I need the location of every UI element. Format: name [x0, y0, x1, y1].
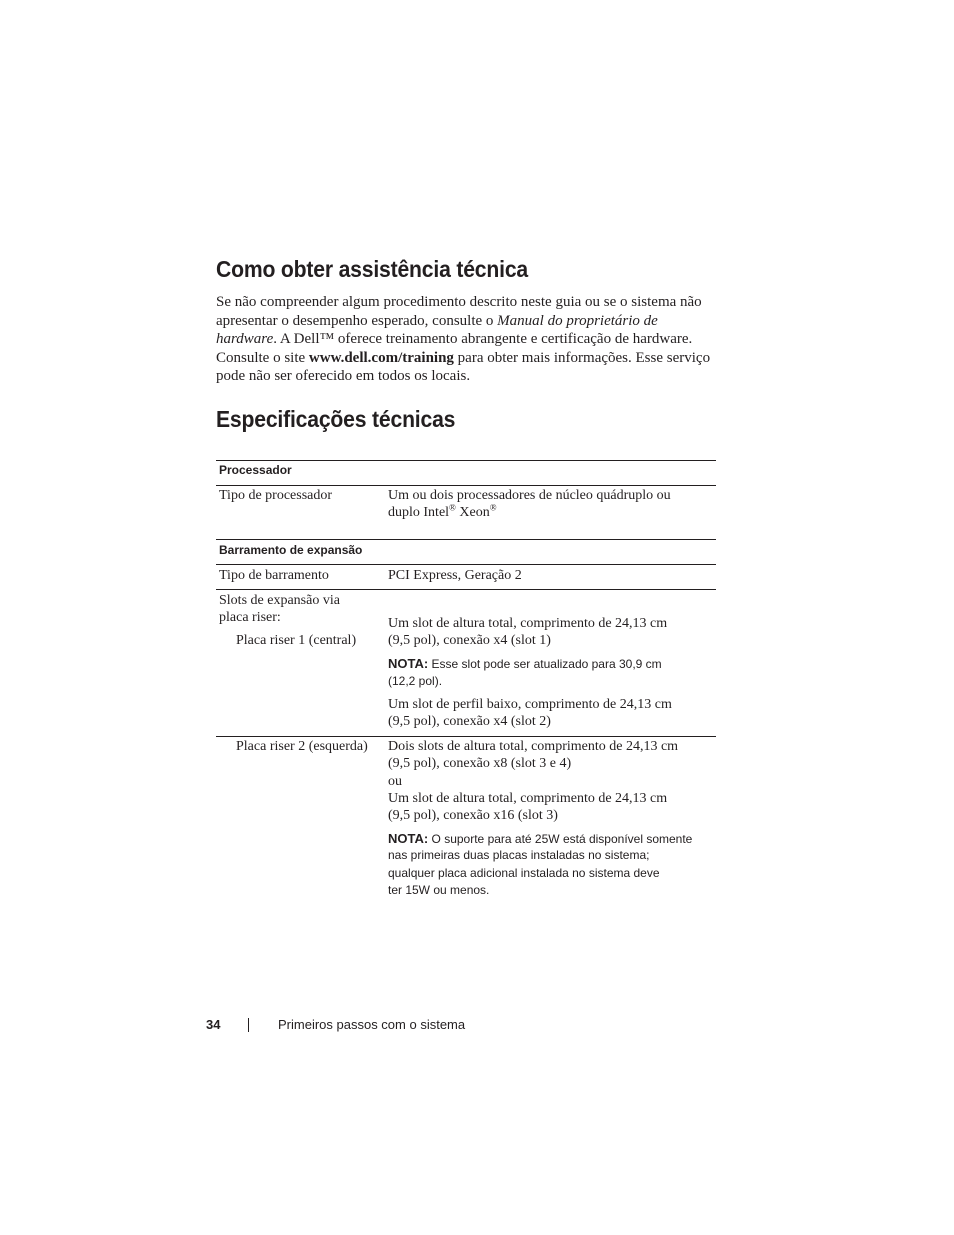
riser2-or: ou	[388, 774, 402, 789]
row-rule	[216, 564, 716, 565]
row-rule	[216, 589, 716, 590]
riser1-note-line1	[388, 655, 662, 674]
processor-section-header: Processador	[219, 463, 292, 477]
manual-title: Manual do proprietário de hardware	[216, 312, 658, 348]
assistance-paragraph	[216, 293, 721, 386]
page-number: 34	[206, 1017, 221, 1032]
processor-type-line2b: Xeon	[455, 505, 490, 520]
riser2-line3: Um slot de altura total, comprimento de 24,13 cm	[388, 791, 668, 806]
processor-type-label: Tipo de processador	[219, 488, 333, 503]
bus-type-value: PCI Express, Geração 2	[388, 568, 522, 583]
section-title-technical-assistance: Como obter assistência técnica	[216, 256, 528, 282]
riser1-label: Placa riser 1 (central)	[236, 633, 357, 648]
registered-mark: ®	[489, 502, 497, 513]
paragraph-text-c: para obter mais informações. Esse serviço pode não ser oferecido em todos os locais.	[216, 349, 711, 385]
riser2-note-text: O suporte para até 25W está disponível somente	[428, 832, 693, 846]
row-rule	[216, 539, 716, 540]
processor-type-value-line1: Um ou dois processadores de núcleo quádruplo ou	[388, 488, 671, 503]
riser1-slot1-line1: Um slot de altura total, comprimento de 24,13 cm	[388, 616, 668, 631]
riser2-note-line2: nas primeiras duas placas instaladas no sistema;	[388, 848, 650, 862]
riser1-note-line2: (12,2 pol).	[388, 674, 443, 688]
registered-mark: ®	[449, 502, 456, 513]
note-label: NOTA:	[388, 831, 429, 846]
paragraph-text-a: Se não compreender algum procedimento descrito neste guia ou se o sistema não apresentar o desempenho esperado, consulte o	[216, 294, 702, 329]
riser1-slot2-line2: (9,5 pol), conexão x4 (slot 2)	[388, 714, 551, 729]
riser1-note-text: Esse slot pode ser atualizado para 30,9 cm	[428, 657, 662, 671]
riser2-label: Placa riser 2 (esquerda)	[236, 739, 368, 754]
slots-label-line1: Slots de expansão via	[219, 593, 340, 608]
expansion-section-header: Barramento de expansão	[219, 543, 363, 557]
processor-type-value-line2	[388, 504, 497, 522]
row-rule	[216, 485, 716, 486]
riser2-line1: Dois slots de altura total, comprimento de 24,13 cm	[388, 739, 679, 754]
riser1-slot2-line1: Um slot de perfil baixo, comprimento de 24,13 cm	[388, 697, 672, 712]
paragraph-text-b: . A Dell™ oferece treinamento abrangente e certificação de hardware. Consulte o site	[216, 331, 693, 366]
row-rule	[216, 736, 716, 737]
riser1-slot1-line2: (9,5 pol), conexão x4 (slot 1)	[388, 633, 551, 648]
riser2-note-line4: ter 15W ou menos.	[388, 883, 490, 897]
note-label: NOTA:	[388, 656, 429, 671]
slots-label-line2: placa riser:	[219, 610, 281, 625]
section-title-specifications: Especificações técnicas	[216, 406, 456, 432]
training-url[interactable]: www.dell.com/training	[308, 349, 454, 366]
footer-section-name: Primeiros passos com o sistema	[278, 1017, 466, 1032]
table-top-rule	[216, 460, 716, 461]
processor-type-line2a: duplo Intel	[388, 505, 450, 520]
riser2-note-line3: qualquer placa adicional instalada no sistema deve	[388, 866, 660, 880]
riser2-line2: (9,5 pol), conexão x8 (slot 3 e 4)	[388, 756, 572, 771]
riser2-note-line1	[388, 830, 692, 849]
bus-type-label: Tipo de barramento	[219, 568, 329, 583]
riser2-line4: (9,5 pol), conexão x16 (slot 3)	[388, 808, 558, 823]
footer-separator	[248, 1018, 249, 1032]
